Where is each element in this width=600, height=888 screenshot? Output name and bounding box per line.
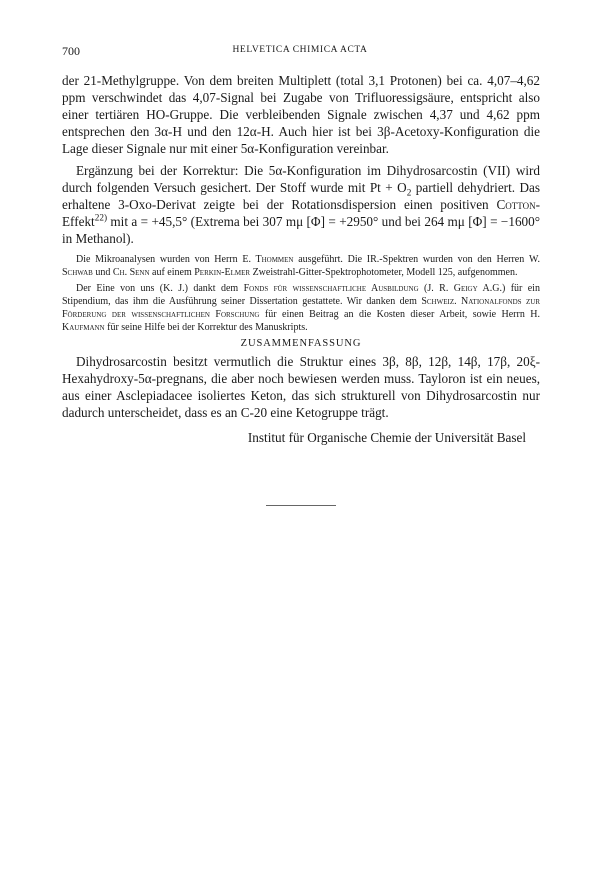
summary-heading: ZUSAMMENFASSUNG: [240, 338, 362, 349]
affiliation: Institut für Organische Chemie der Universität Basel: [247, 430, 526, 445]
footnote-reference: 22): [94, 212, 108, 223]
paragraph-correction-note: Ergänzung bei der Korrektur: Die 5α-Konfiguration im Dihydrosarcostin (VII) wird durch folgenden Versuch gesichert. Der Stoff wurde mit $Pt + O_2$ partiell dehydriert. Das erhaltene 3-Oxo-Derivat zeigte bei der Rotationsdispersion einen positiven Cotton-Effekt$^{22)}$ mit a = +45,5° (Extrema bei 307 mμ [Φ] = +2950° und bei 264 mμ [Φ] = −1600° in Methanol).: [62, 163, 540, 246]
end-rule: [266, 505, 336, 506]
acknowledgement-microanalyses: Die Mikroanalysen wurden von Herrn E. Thommen ausgeführt. Die IR.-Spektren wurden von den Herren W. Schwab und Ch. Senn auf einem Perkin-Elmer Zweistrahl-Gitter-Spektrophotometer, Modell 125, aufgenommen.: [62, 254, 541, 278]
paragraph-nmr-discussion: der 21-Methylgruppe. Von dem breiten Multiplett (total 3,1 Protonen) bei ca. 4,07–4,62 ppm verschwindet das 4,07-Signal bei Zugabe von Trifluoressigsäure, entspricht also einer tertiären HO-Gruppe. Die verbleibenden Signale zwischen 4,37 und 4,62 ppm entsprechen den 3α-H und den 12α-H. Auch hier ist bei 3β-Acetoxy-Konfiguration die Lage dieser Signale nur mit einer 5α-Konfiguration vereinbar.: [62, 73, 540, 156]
journal-title: HELVETICA CHIMICA ACTA: [232, 45, 368, 55]
summary-paragraph: Dihydrosarcostin besitzt vermutlich die Struktur eines 3β, 8β, 12β, 14β, 17β, 20ξ-Hexahydroxy-5α-pregnans, die aber noch bewiesen werden muss. Tayloron ist ein neues, aus einer Asclepiadacee isoliertes Keton, das sich strukturell von Dihydrosarcostin nur dadurch unterscheidet, dass es an C-20 eine Ketogruppe trägt.: [62, 354, 540, 420]
acknowledgement-funding: Der Eine von uns (K. J.) dankt dem Fonds für wissenschaftliche Ausbildung (J. R. Geigy A.G.) für ein Stipendium, das ihm die Ausführung seiner Dissertation gestattete. Wir danken dem Schweiz. Nationalfonds zur Förderung der wissenschaftlichen Forschung für einen Beitrag an die Kosten dieser Arbeit, sowie Herrn H. Kaufmann für seine Hilfe bei der Korrektur des Manuskripts.: [62, 283, 541, 333]
page-number: 700: [62, 44, 80, 58]
article-body: [62, 72, 540, 446]
